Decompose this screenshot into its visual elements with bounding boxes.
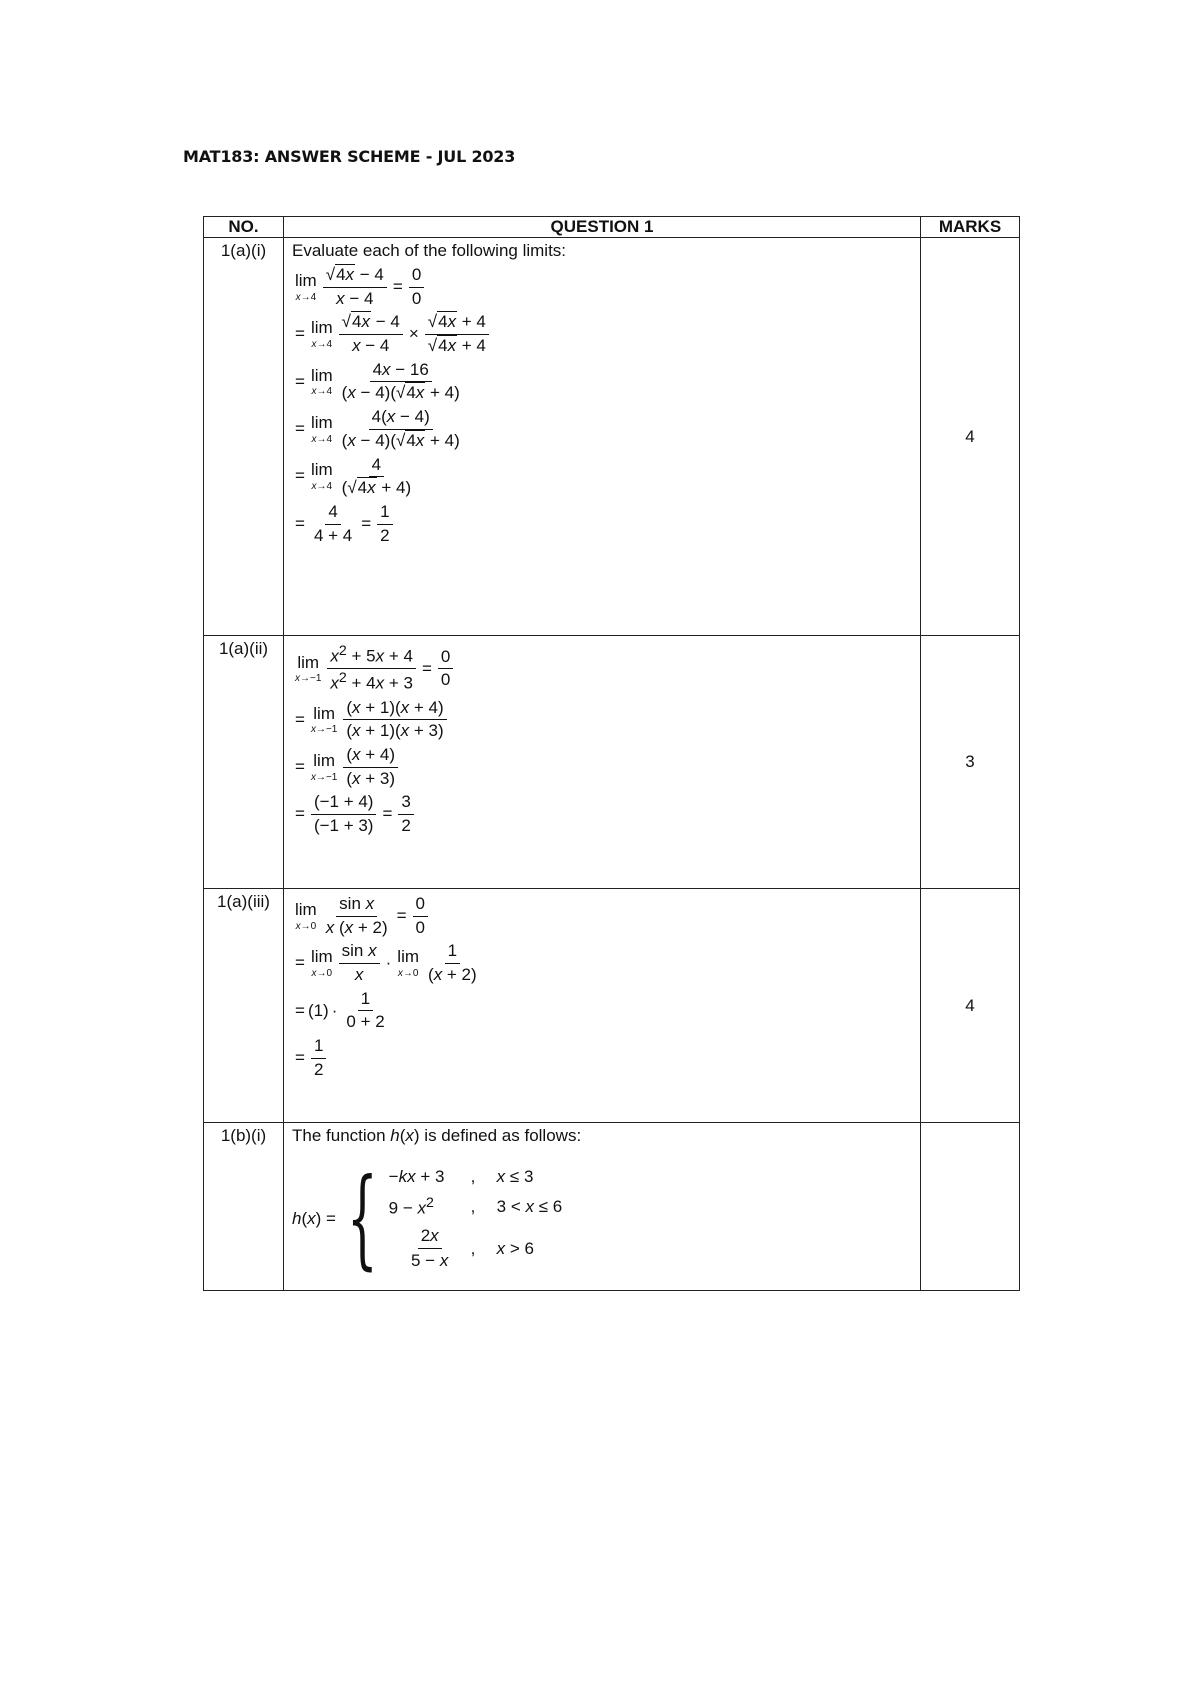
page-title: MAT183: ANSWER SCHEME - JUL 2023 [183, 147, 516, 166]
table-row [204, 238, 1020, 636]
marks-value: 4 [921, 238, 1020, 636]
question-number: 1(a)(i) [204, 238, 284, 636]
table-row [204, 636, 1020, 889]
math-step: = lim x→−1 $\frac{(x + 1)(x + 4)}{(x + 1)(x + 3)}$ [292, 699, 912, 741]
question-number: 1(a)(iii) [204, 889, 284, 1123]
working-cell [284, 1123, 921, 1291]
working-cell [284, 889, 921, 1123]
math-step: lim x→0 $\frac{\text{sin x}}{x (x + 2)}$ = $\frac{0}{0}$ [292, 895, 912, 937]
marks-value: 4 [921, 889, 1020, 1123]
question-intro: Evaluate each of the following limits: [292, 241, 567, 260]
marks-value: 3 [921, 636, 1020, 889]
math-step: = lim x→0 $\frac{\text{sin x}}{x}$ · lim x→0 $\frac{1}{(x + 2)}$ [295, 941, 477, 985]
marks-value [921, 1123, 1020, 1291]
piecewise-cases: −kx + 3 , x ≤ 3 $9 - x^2$ , 3 < x ≤ 6 $\frac{2x}{5 - x}$ , x > 6 [388, 1166, 563, 1271]
left-brace: { [346, 1156, 378, 1281]
table-row [204, 1123, 1020, 1291]
math-step: = lim x→4 $\frac{4}{(√4x + 4)}$ [295, 454, 412, 498]
table-header-row [204, 217, 1020, 238]
table-row [204, 889, 1020, 1123]
question-number: 1(b)(i) [204, 1123, 284, 1291]
math-step: = $\frac{1}{2}$ [292, 1037, 912, 1079]
math-step: = lim x→4 $\frac{√4x - 4}{x - 4}$ × $\frac{√4x + 4}{√4x + 4}$ [292, 313, 912, 355]
math-step: = lim x→4 $\frac{4x - 16}{(x - 4)(√4x + 4)}$ [295, 359, 460, 403]
math-step: = $\frac{(-1 + 4)}{(-1 + 3)}$ = $\frac{3}{2}$ [292, 793, 912, 835]
math-step: = $\frac{4}{4 + 4}$ = $\frac{1}{2}$ [292, 503, 912, 545]
working-cell [284, 636, 921, 889]
header-marks: MARKS [921, 217, 1020, 238]
answer-scheme-table [203, 216, 1020, 1291]
math-step: lim x→4 $\frac{√4x - 4}{x - 4}$ = $\frac{0}{0}$ [292, 266, 912, 308]
question-intro: The function h(x) is defined as follows: [292, 1126, 582, 1145]
math-step: = lim x→−1 $\frac{(x + 4)}{(x + 3)}$ [292, 746, 912, 788]
math-step: lim x→−1 $\frac{x^2 + 5x + 4}{x^2 + 4x + 3}$ = $\frac{0}{0}$ [292, 644, 912, 694]
question-number: 1(a)(ii) [204, 636, 284, 889]
math-step: = (1) · $\frac{1}{0 + 2}$ [295, 988, 385, 1032]
header-question: QUESTION 1 [284, 217, 921, 238]
piecewise-function: h(x) = { −kx + 3 , x ≤ 3 $9 - x^2$ , 3 < x ≤ 6 $\frac{2x}{5 - x}$ , x > 6 [292, 1165, 912, 1273]
working-cell [284, 238, 921, 636]
math-step: = lim x→4 $\frac{4(x - 4)}{(x - 4)(√4x + 4)}$ [295, 407, 460, 450]
header-no: NO. [204, 217, 284, 238]
